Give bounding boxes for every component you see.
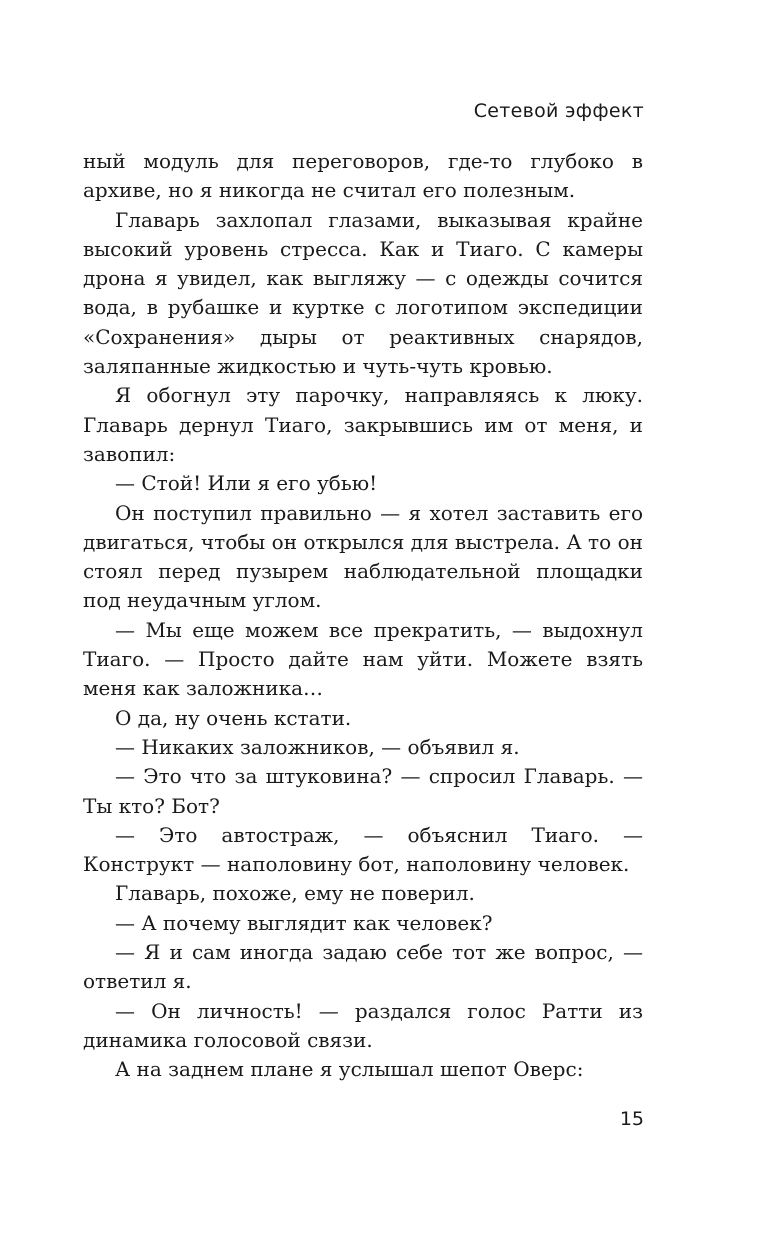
paragraph: Главарь, похоже, ему не поверил. — [115, 881, 475, 906]
paragraph: ный модуль для переговоров, где-то глубоко в архиве, но я никогда не считал его полезным. — [83, 149, 643, 203]
dialogue-line: — Это автостраж, — объяснил Тиаго. — Конструкт — наполовину бот, наполовину человек. — [83, 822, 643, 877]
dialogue-line: — Стой! Или я его убью! — [115, 471, 378, 496]
paragraph: О да, ну очень кстати. — [115, 705, 352, 730]
paragraph: Он поступил правильно — я хотел заставить его двигаться, чтобы он открылся для выстрела. А то он стоял перед пузырем наблюдательной площадки под неудачным углом. — [83, 500, 643, 613]
dialogue-line: — Он личность! — раздался голос Ратти из динамика голосовой связи. — [83, 998, 643, 1052]
dialogue-line: — А почему выглядит как человек? — [115, 910, 493, 935]
paragraph: Я обогнул эту парочку, направляясь к люку. Главарь дернул Тиаго, закрывшись им от меня, и завопил: — [83, 383, 643, 466]
dialogue-line: — Это что за штуковина? — спросил Главарь. — Ты кто? Бот? — [83, 764, 643, 818]
paragraph: Главарь захлопал глазами, выказывая крайне высокий уровень стресса. Как и Тиаго. С камеры дрона я увидел, как выгляжу — с одежды сочится вода, в рубашке и куртке с логотипом экспедиции «Сохранения» дыры от реактивных снарядов, заляпанные жидкостью и чуть-чуть кровью. — [83, 207, 643, 379]
page-number: 15 — [619, 1108, 644, 1130]
paragraph: А на заднем плане я услышал шепот Оверс: — [115, 1057, 584, 1082]
dialogue-line: — Я и сам иногда задаю себе тот же вопрос, — ответил я. — [83, 940, 643, 994]
running-head: Сетевой эффект — [473, 100, 644, 122]
dialogue-line: — Мы еще можем все прекратить, — выдохнул Тиаго. — Просто дайте нам уйти. Можете взять меня как заложника… — [83, 617, 643, 701]
body-text — [83, 147, 643, 1085]
dialogue-line: — Никаких заложников, — объявил я. — [115, 734, 520, 759]
